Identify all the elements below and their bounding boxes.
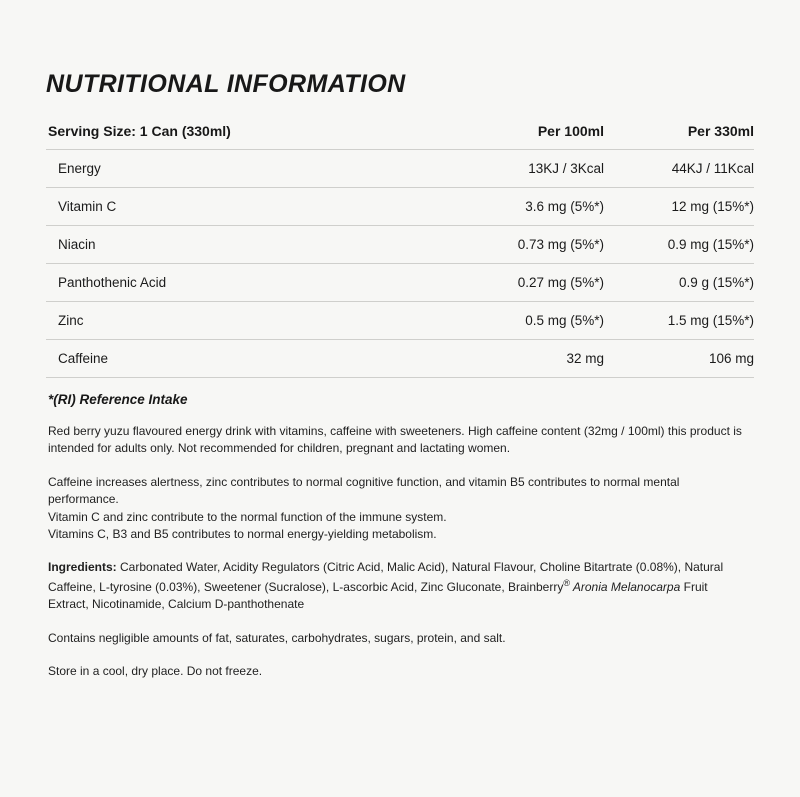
- ingredients-text-part2: Fruit Extract, Nicotinamide, Calcium D-panthothenate: [48, 579, 708, 612]
- table-row: [46, 226, 754, 264]
- nutrient-per-330ml: 0.9 mg (15%*): [604, 226, 754, 264]
- nutrient-name: Panthothenic Acid: [46, 264, 424, 302]
- nutrient-per-330ml: 0.9 g (15%*): [604, 264, 754, 302]
- nutrient-per-100ml: 13KJ / 3Kcal: [424, 150, 604, 188]
- nutrient-per-330ml: 12 mg (15%*): [604, 188, 754, 226]
- health-claim-1: Caffeine increases alertness, zinc contributes to normal cognitive function, and vitamin B5 contributes to normal mental performance.: [48, 474, 680, 507]
- nutrient-per-100ml: 3.6 mg (5%*): [424, 188, 604, 226]
- table-row: [46, 150, 754, 188]
- content-container: [46, 70, 754, 680]
- table-row: [46, 264, 754, 302]
- per-100ml-header: Per 100ml: [537, 123, 604, 139]
- ingredients-species-name: Aronia Melanocarpa: [569, 579, 681, 594]
- health-claim-2: Vitamin C and zinc contribute to the normal function of the immune system.: [48, 509, 447, 524]
- nutrient-name: Caffeine: [46, 340, 424, 378]
- table-header: [46, 123, 754, 150]
- table-header-row: [46, 123, 754, 150]
- nutrient-per-330ml: 106 mg: [604, 340, 754, 378]
- health-claim-3: Vitamins C, B3 and B5 contributes to normal energy-yielding metabolism.: [48, 526, 437, 541]
- table-row: [46, 302, 754, 340]
- reference-intake-note: *(RI) Reference Intake: [48, 392, 188, 407]
- nutrient-per-100ml: 32 mg: [424, 340, 604, 378]
- contains-note: Contains negligible amounts of fat, saturates, carbohydrates, sugars, protein, and salt.: [48, 630, 506, 645]
- per-330ml-header: Per 330ml: [687, 123, 754, 139]
- page-title: NUTRITIONAL INFORMATION: [46, 70, 406, 98]
- registered-trademark-symbol: ®: [563, 577, 570, 588]
- table-body: [46, 150, 754, 378]
- nutrient-per-100ml: 0.5 mg (5%*): [424, 302, 604, 340]
- nutrient-name: Zinc: [46, 302, 424, 340]
- ingredients-label: Ingredients:: [48, 560, 117, 575]
- table-row: [46, 188, 754, 226]
- nutrient-per-100ml: 0.27 mg (5%*): [424, 264, 604, 302]
- product-description: Red berry yuzu flavoured energy drink with vitamins, caffeine with sweeteners. High caffeine content (32mg / 100ml) this product is intended for adults only. Not recommended for children, pregnant and lactating women.: [48, 424, 742, 456]
- nutrient-name: Niacin: [46, 226, 424, 264]
- ingredients-text-part1: Carbonated Water, Acidity Regulators (Citric Acid, Malic Acid), Natural Flavour, Choline Bitartrate (0.08%), Natural Caffeine, L-tyrosine (0.03%), Sweetener (Sucralose), L-ascorbic Acid, Zinc Gluconate, Brainberry: [48, 560, 724, 594]
- health-claims: [48, 474, 748, 544]
- nutrition-table: [46, 123, 754, 378]
- nutrient-per-100ml: 0.73 mg (5%*): [424, 226, 604, 264]
- nutrient-per-330ml: 1.5 mg (15%*): [604, 302, 754, 340]
- serving-size-header: Serving Size: 1 Can (330ml): [48, 123, 231, 139]
- nutrient-name: Energy: [46, 150, 424, 188]
- nutrient-name: Vitamin C: [46, 188, 424, 226]
- table-row: [46, 340, 754, 378]
- nutrient-per-330ml: 44KJ / 11Kcal: [604, 150, 754, 188]
- ingredients-paragraph: [48, 559, 748, 613]
- storage-note: Store in a cool, dry place. Do not freeze.: [48, 663, 263, 678]
